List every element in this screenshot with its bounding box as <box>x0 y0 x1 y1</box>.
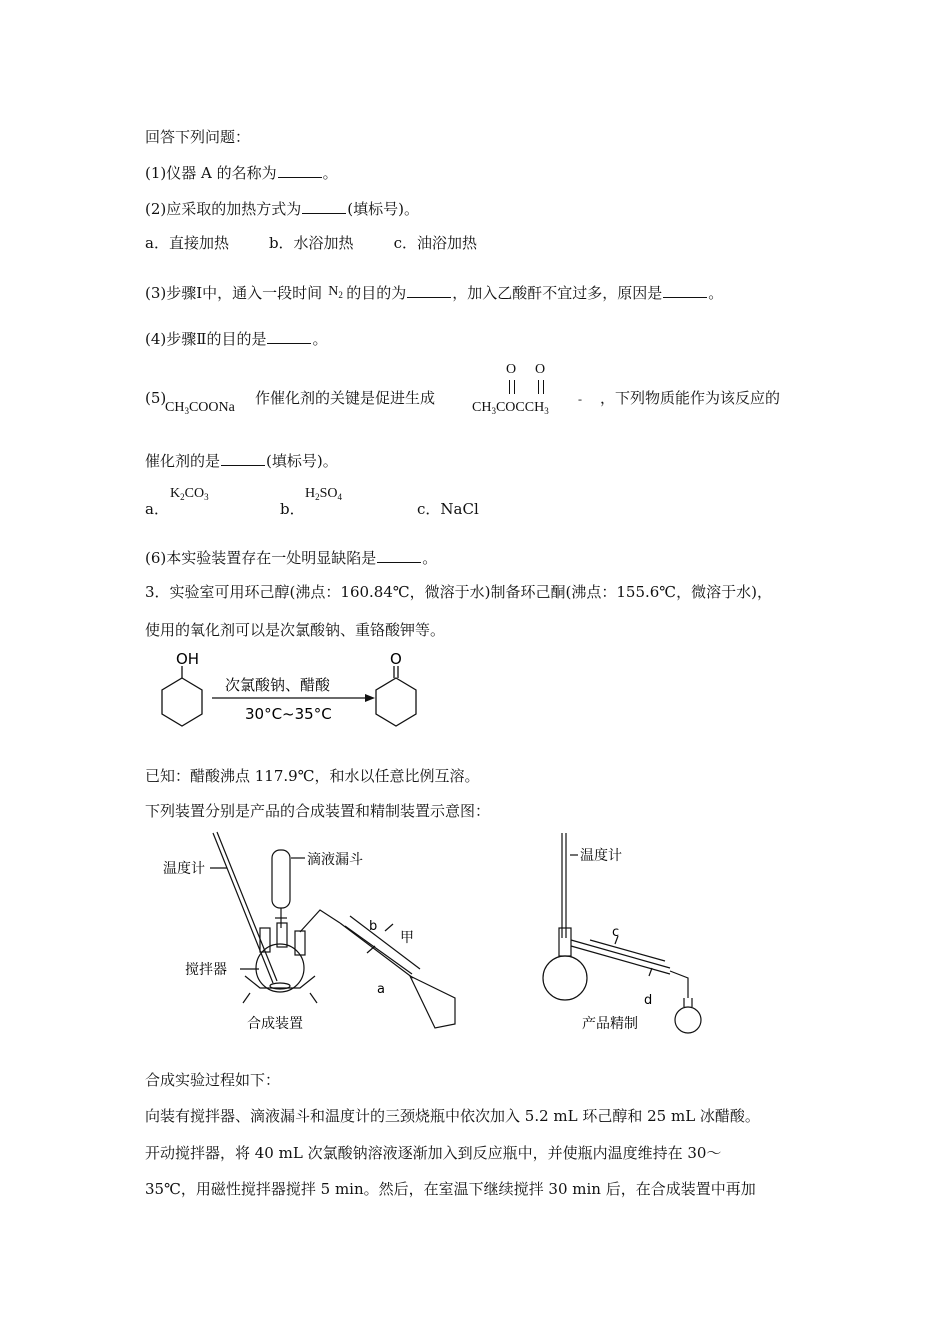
ch3coona-formula: $CH_3COONa$ <box>165 400 235 416</box>
question-6: (6)本实验装置存在一处明显缺陷是 。 <box>145 549 438 567</box>
answer-blank <box>377 550 421 563</box>
answer-blank <box>221 453 265 466</box>
question-2: (2)应采取的加热方式为 (填标号)。 <box>145 200 419 218</box>
distilling-flask <box>543 956 587 1000</box>
purification-caption: 产品精制 <box>582 1016 638 1032</box>
question-5-text-2: ，下列物质能作为该反应的 <box>600 389 781 407</box>
answer-blank <box>278 165 322 178</box>
answer-blank <box>407 285 451 298</box>
oh-label: OH <box>176 650 200 668</box>
receiving-flask <box>410 976 455 1028</box>
answer-blank <box>267 331 311 344</box>
answer-blank <box>302 201 346 214</box>
procedure-line-1: 向装有搅拌器、滴液漏斗和温度计的三颈烧瓶中依次加入 5.2 mL 环己醇和 25 mL 冰醋酸。 <box>145 1107 760 1125</box>
procedure-line-2: 开动搅拌器，将 40 mL 次氯酸钠溶液逐渐加入到反应瓶中，并使瓶内温度维持在 30～ <box>145 1144 722 1162</box>
o-label: O <box>390 650 402 668</box>
c-label: c <box>612 925 620 940</box>
reaction-scheme <box>150 648 430 738</box>
n2-formula: $N_2$ <box>328 284 343 300</box>
jia-label: 甲 <box>400 930 414 946</box>
reagents-label: 次氯酸钠、醋酸 <box>225 676 331 694</box>
h2so4-formula: $H_2SO_4$ <box>305 486 343 502</box>
synthesis-apparatus <box>155 828 505 1038</box>
stirrer-label: 搅拌器 <box>185 962 227 978</box>
problem-3-line-1: 3．实验室可用环己醇(沸点：160.84℃，微溶于水)制备环己酮(沸点：155.6℃，微溶于水)， <box>145 583 772 601</box>
receiver-flask <box>675 1007 701 1033</box>
thermometer-label: 温度计 <box>163 861 205 877</box>
intro-line: 回答下列问题： <box>145 128 251 146</box>
purification-apparatus <box>540 828 730 1043</box>
question-4: (4)步骤Ⅱ的目的是 。 <box>145 330 328 348</box>
dropping-funnel <box>272 850 290 908</box>
funnel-label: 滴液漏斗 <box>307 852 363 868</box>
cyclohexanone-ring <box>376 666 416 726</box>
question-5-prefix: (5) <box>145 389 167 407</box>
procedure-title: 合成实验过程如下： <box>145 1071 281 1089</box>
problem-3-line-2: 使用的氧化剂可以是次氯酸钠、重铬酸钾等。 <box>145 621 446 639</box>
round-bottom-flask <box>256 944 304 992</box>
cyclohexanol-ring <box>162 666 202 726</box>
question-2-options: a．直接加热 b．水浴加热 c．油浴加热 <box>145 234 477 252</box>
option-b: b． <box>280 500 305 518</box>
conditions-label: 30°C~35°C <box>245 705 332 723</box>
option-a: a． <box>145 500 169 518</box>
known-line: 已知：醋酸沸点 117.9℃，和水以任意比例互溶。 <box>145 767 480 785</box>
question-1: (1)仪器 A 的名称为 。 <box>145 164 338 182</box>
b-label: b <box>369 919 378 934</box>
option-c: c．NaCl <box>417 500 479 518</box>
procedure-line-3: 35℃，用磁性搅拌器搅拌 5 min。然后，在室温下继续搅拌 30 min 后，在合成装置中再加 <box>145 1180 756 1198</box>
devices-line: 下列装置分别是产品的合成装置和精制装置示意图： <box>145 802 491 820</box>
k2co3-formula: $K_2CO_3$ <box>170 486 209 502</box>
answer-blank <box>663 285 707 298</box>
question-3: (3)步骤Ⅰ中，通入一段时间 $N_2$ 的目的为 ，加入乙酸酐不宜过多，原因是 。 <box>145 283 723 303</box>
synthesis-caption: 合成装置 <box>247 1016 303 1032</box>
thermometer-label-right: 温度计 <box>580 848 622 864</box>
a-label: a <box>377 982 385 997</box>
d-label: d <box>644 993 653 1008</box>
question-5-text: 作催化剂的关键是促进生成 <box>255 389 436 407</box>
acetic-anhydride-structure: O O $CH_3COCCH_3$ - <box>472 362 582 416</box>
question-5-cont: 催化剂的是 (填标号)。 <box>145 452 338 470</box>
